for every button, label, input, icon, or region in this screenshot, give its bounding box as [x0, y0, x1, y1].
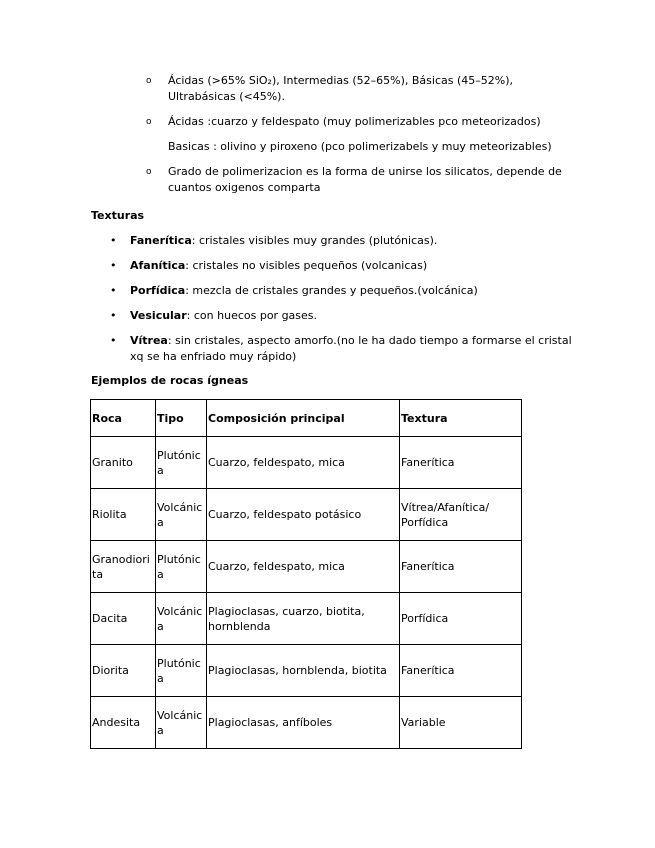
list-item-text: Ácidas (>65% SiO₂), Intermedias (52–65%), Básicas (45–52%), Ultrabásicas (<45%). — [168, 74, 513, 103]
list-item — [108, 258, 578, 274]
table-cell: Plagioclasas, hornblenda, biotita — [207, 645, 400, 697]
table-cell: Cuarzo, feldespato potásico — [207, 489, 400, 541]
column-header: Textura — [400, 400, 522, 437]
table-cell: Fanerítica — [400, 645, 522, 697]
section-title: Ejemplos de rocas ígneas — [91, 374, 249, 387]
list-item — [108, 308, 578, 324]
list-item-text: Ácidas :cuarzo y feldespato (muy polimerizables pco meteorizados) — [168, 115, 541, 128]
table-header-row — [91, 400, 522, 437]
term: Porfídica — [130, 284, 186, 297]
table-cell: Volcánica — [156, 593, 207, 645]
table-cell: Vítrea/Afanítica/ Porfídica — [400, 489, 522, 541]
table-cell: Plutónica — [156, 437, 207, 489]
table-row — [91, 593, 522, 645]
bullet-icon: • — [110, 259, 117, 272]
table-cell: Andesita — [91, 697, 156, 749]
list-item — [108, 233, 578, 249]
table-cell: Fanerítica — [400, 437, 522, 489]
term: Vesicular — [130, 309, 187, 322]
table-row — [91, 697, 522, 749]
list-item — [146, 114, 576, 130]
ejemplos-heading — [91, 373, 248, 389]
list-item — [108, 333, 578, 365]
table-cell: Diorita — [91, 645, 156, 697]
term-description: : con huecos por gases. — [186, 309, 318, 322]
circle-bullet-icon: o — [146, 167, 152, 177]
term-description: : sin cristales, aspecto amorfo.(no le ha dado tiempo a formarse el cristal xq se ha enfriado muy rápido) — [130, 334, 572, 363]
section-title: Texturas — [91, 209, 145, 222]
texturas-list — [108, 233, 578, 374]
table-cell: Plagioclasas, anfíboles — [207, 697, 400, 749]
bullet-icon: • — [110, 334, 117, 347]
table-cell: Porfídica — [400, 593, 522, 645]
list-note-text: Basicas : olivino y piroxeno (pco polimerizabels y muy meteorizables) — [168, 140, 552, 153]
column-header: Composición principal — [207, 400, 400, 437]
column-header: Tipo — [156, 400, 207, 437]
texturas-heading — [91, 208, 144, 224]
composition-sublist — [146, 73, 576, 205]
table-row — [91, 645, 522, 697]
bullet-icon: • — [110, 309, 117, 322]
list-item-text: Grado de polimerizacion es la forma de unirse los silicatos, depende de cuantos oxigenos comparta — [168, 165, 562, 194]
circle-bullet-icon: o — [146, 117, 152, 127]
table-cell: Volcánica — [156, 489, 207, 541]
table-cell: Granito — [91, 437, 156, 489]
list-item — [146, 164, 576, 196]
table-row — [91, 489, 522, 541]
table-cell: Cuarzo, feldespato, mica — [207, 541, 400, 593]
bullet-icon: • — [110, 234, 117, 247]
table-cell: Cuarzo, feldespato, mica — [207, 437, 400, 489]
table-cell: Plutónica — [156, 541, 207, 593]
table-cell: Riolita — [91, 489, 156, 541]
table-cell: Plutónica — [156, 645, 207, 697]
table-cell: Volcánica — [156, 697, 207, 749]
rocks-table — [90, 399, 522, 749]
term: Vítrea — [130, 334, 168, 347]
circle-bullet-icon: o — [146, 76, 152, 86]
bullet-icon: • — [110, 284, 117, 297]
column-header: Roca — [91, 400, 156, 437]
list-item — [108, 283, 578, 299]
table-cell: Fanerítica — [400, 541, 522, 593]
table-cell: Granodiorita — [91, 541, 156, 593]
table-cell: Plagioclasas, cuarzo, biotita, hornblenda — [207, 593, 400, 645]
term-description: : mezcla de cristales grandes y pequeños.(volcánica) — [185, 284, 478, 297]
list-item — [146, 73, 576, 105]
list-item-note — [146, 139, 576, 155]
table-row — [91, 541, 522, 593]
table-row — [91, 437, 522, 489]
term: Afanítica — [130, 259, 186, 272]
table-cell: Dacita — [91, 593, 156, 645]
term: Fanerítica — [130, 234, 192, 247]
term-description: : cristales no visibles pequeños (volcanicas) — [185, 259, 428, 272]
term-description: : cristales visibles muy grandes (plutónicas). — [191, 234, 438, 247]
table-cell: Variable — [400, 697, 522, 749]
